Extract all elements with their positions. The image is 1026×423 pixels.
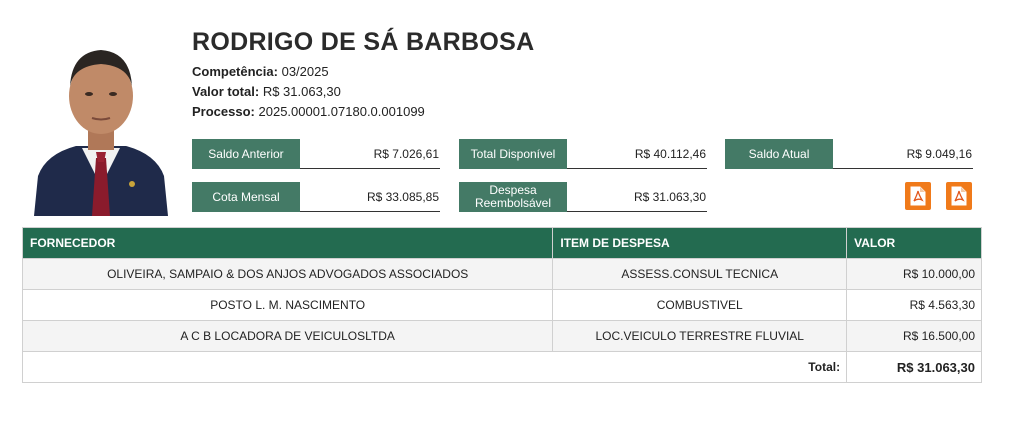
fornecedor-cell: POSTO L. M. NASCIMENTO: [23, 290, 553, 321]
card-label: Cota Mensal: [192, 182, 300, 212]
card-cota-mensal: [192, 182, 440, 212]
total-label: Total:: [23, 352, 847, 383]
processo-line: [192, 104, 425, 119]
processo-value: 2025.00001.07180.0.001099: [258, 104, 425, 119]
card-label: Total Disponível: [459, 139, 567, 169]
item-despesa-cell: ASSESS.CONSUL TECNICA: [553, 259, 847, 290]
card-value: R$ 31.063,30: [567, 182, 707, 212]
valor-total-value: R$ 31.063,30: [262, 84, 341, 99]
card-total-disponivel: [459, 139, 707, 169]
column-header-fornecedor[interactable]: FORNECEDOR: [23, 228, 553, 259]
table-header-row: [23, 228, 982, 259]
pdf-icon: [951, 186, 967, 206]
deputy-photo: [32, 36, 170, 216]
card-value: R$ 33.085,85: [300, 182, 440, 212]
fornecedor-cell: OLIVEIRA, SAMPAIO & DOS ANJOS ADVOGADOS ASSOCIADOS: [23, 259, 553, 290]
item-despesa-cell: LOC.VEICULO TERRESTRE FLUVIAL: [553, 321, 847, 352]
column-header-valor[interactable]: VALOR: [847, 228, 982, 259]
deputy-name: RODRIGO DE SÁ BARBOSA: [192, 28, 535, 56]
valor-cell: R$ 10.000,00: [847, 259, 982, 290]
expenses-table: [22, 227, 982, 383]
pdf-download-button[interactable]: [905, 182, 931, 210]
table-total-row: [23, 352, 982, 383]
table-row: [23, 259, 982, 290]
pdf-icon: [910, 186, 926, 206]
card-value: R$ 7.026,61: [300, 139, 440, 169]
valor-total-label: Valor total:: [192, 84, 260, 99]
card-label: Saldo Anterior: [192, 139, 300, 169]
valor-total-line: [192, 84, 341, 99]
valor-cell: R$ 4.563,30: [847, 290, 982, 321]
table-row: [23, 321, 982, 352]
fornecedor-cell: A C B LOCADORA DE VEICULOSLTDA: [23, 321, 553, 352]
total-value: R$ 31.063,30: [847, 352, 982, 383]
competencia-value: 03/2025: [281, 64, 329, 79]
item-despesa-cell: COMBUSTIVEL: [553, 290, 847, 321]
card-value: R$ 9.049,16: [833, 139, 973, 169]
card-saldo-anterior: [192, 139, 440, 169]
pdf-download-button[interactable]: [946, 182, 972, 210]
card-saldo-atual: [725, 139, 973, 169]
card-label: Saldo Atual: [725, 139, 833, 169]
card-value: R$ 40.112,46: [567, 139, 707, 169]
card-label: Despesa Reembolsável: [459, 182, 567, 212]
valor-cell: R$ 16.500,00: [847, 321, 982, 352]
column-header-item-despesa[interactable]: ITEM DE DESPESA: [553, 228, 847, 259]
competencia-line: [192, 64, 329, 79]
card-despesa-reembolsavel: [459, 182, 707, 212]
competencia-label: Competência:: [192, 64, 278, 79]
processo-label: Processo:: [192, 104, 255, 119]
table-row: [23, 290, 982, 321]
